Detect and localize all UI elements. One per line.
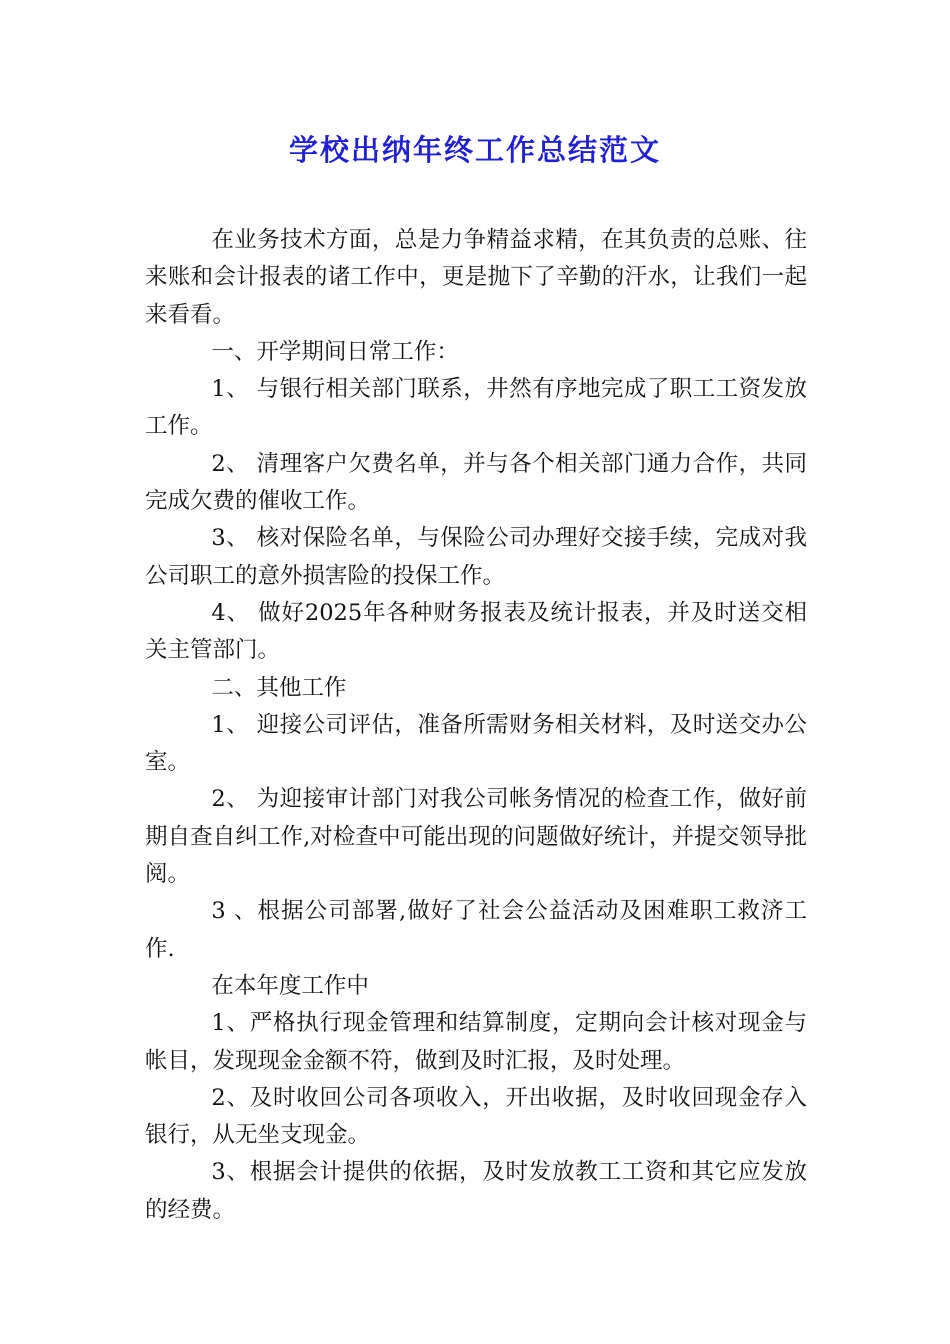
section-heading: 二、其他工作	[211, 674, 347, 701]
paragraph: 4、 做好2025年各种财务报表及统计报表，并及时送交相关主管部门。	[145, 599, 807, 664]
paragraph: 2、及时收回公司各项收入，开出收据，及时收回现金存入银行，从无坐支现金。	[145, 1084, 807, 1149]
section-heading: 一、开学期间日常工作：	[211, 338, 459, 365]
document-body	[145, 222, 807, 1229]
paragraph: 2、 清理客户欠费名单，并与各个相关部门通力合作，共同完成欠费的催收工作。	[145, 450, 807, 515]
paragraph: 1、严格执行现金管理和结算制度，定期向会计核对现金与帐目，发现现金金额不符，做到及时汇报，及时处理。	[145, 1010, 807, 1074]
section-heading: 在本年度工作中	[211, 972, 369, 999]
paragraph: 3、根据会计提供的依据，及时发放教工工资和其它应发放的经费。	[145, 1159, 807, 1223]
paragraph: 在业务技术方面，总是力争精益求精，在其负责的总账、往来账和会计报表的诸工作中，更是抛下了辛勤的汗水，让我们一起来看看。	[145, 227, 807, 328]
paragraph: 3、 核对保险名单，与保险公司办理好交接手续，完成对我公司职工的意外损害险的投保工作。	[145, 525, 807, 589]
paragraph: 2、 为迎接审计部门对我公司帐务情况的检查工作，做好前期自查自纠工作,对检查中可能出现的问题做好统计，并提交领导批阅。	[145, 786, 807, 888]
paragraph: 1、 迎接公司评估，准备所需财务相关材料，及时送交办公室。	[145, 711, 807, 776]
paragraph: 1、 与银行相关部门联系，井然有序地完成了职工工资发放工作。	[145, 376, 807, 440]
paragraph: 3 、根据公司部署,做好了社会公益活动及困难职工救济工作.	[145, 898, 807, 962]
document-title: 学校出纳年终工作总结范文	[288, 133, 661, 167]
